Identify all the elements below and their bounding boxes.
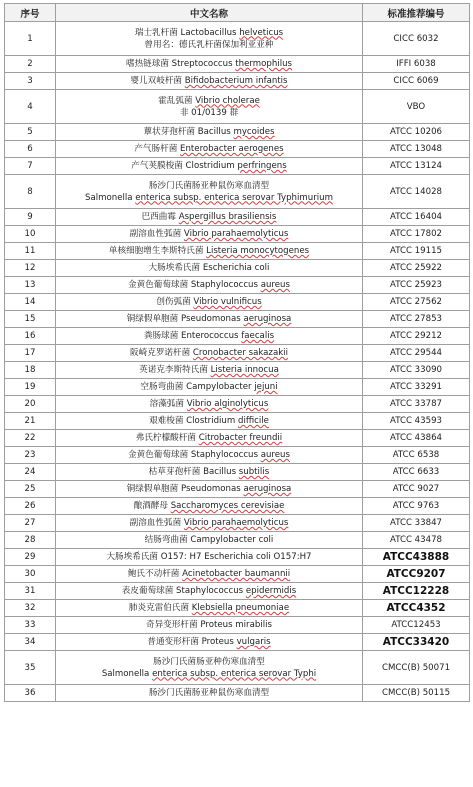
table-row: [5, 651, 470, 685]
strain-name-line: [58, 687, 360, 699]
table-row: [5, 141, 470, 158]
table-row: [5, 362, 470, 379]
table-row: [5, 583, 470, 600]
strain-name-cell: [56, 532, 363, 549]
latin-name-text: perfringens: [237, 161, 287, 171]
strain-name-line: [58, 619, 360, 631]
latin-name-text: Enterobacter aerogenes: [180, 144, 284, 154]
strain-name-cell: [56, 651, 363, 685]
latin-name-text: Acinetobacter baumannii: [182, 569, 291, 579]
table-row: [5, 226, 470, 243]
strain-name-cell: [56, 294, 363, 311]
strain-name-line: [58, 636, 360, 648]
latin-name-text: Vibrio parahaemolyticus: [183, 229, 289, 239]
strain-name-text: 非 01/0139 群: [179, 107, 239, 118]
latin-name-text: Listeria monocytogenes: [206, 246, 310, 256]
table-row: [5, 413, 470, 430]
strain-name-text: 结肠弯曲菌 Campylobacter coli: [144, 535, 274, 545]
row-index: 36: [5, 685, 56, 702]
table-row: [5, 617, 470, 634]
strain-name-text: 瑞士乳杆菌 Lactobacillus: [134, 27, 240, 38]
table-row: [5, 73, 470, 90]
strain-name-line: [58, 585, 360, 597]
row-index: 14: [5, 294, 56, 311]
strain-name-line: [58, 398, 360, 410]
strain-name-line: [58, 160, 360, 172]
standard-code: ATCC 29212: [363, 328, 470, 345]
row-index: 3: [5, 73, 56, 90]
strain-name-line: [58, 330, 360, 342]
strain-name-line: [58, 551, 360, 563]
row-index: 20: [5, 396, 56, 413]
table-row: [5, 532, 470, 549]
standard-code: ATCC 16404: [363, 209, 470, 226]
table-row: [5, 379, 470, 396]
strain-name-text: 铜绿假单胞菌 Pseudomonas: [126, 484, 244, 494]
latin-name-text: Vibrio alginolyticus: [186, 399, 269, 409]
strain-name-line: [58, 180, 360, 192]
strain-name-cell: [56, 464, 363, 481]
row-index: 27: [5, 515, 56, 532]
row-index: 26: [5, 498, 56, 515]
strain-name-cell: [56, 158, 363, 175]
row-index: 11: [5, 243, 56, 260]
strain-name-cell: [56, 549, 363, 566]
strain-name-line: [58, 466, 360, 478]
latin-name-text: Saccharomyces cerevisiae: [170, 501, 285, 511]
strain-name-cell: [56, 498, 363, 515]
strain-name-text: 弗氏柠檬酸杆菌: [135, 433, 199, 443]
strain-name-cell: [56, 243, 363, 260]
strain-name-cell: [56, 430, 363, 447]
strain-name-cell: [56, 413, 363, 430]
table-row: [5, 175, 470, 209]
strain-name-text: 副溶血性弧菌: [129, 518, 184, 528]
strain-name-line: [58, 313, 360, 325]
strain-name-cell: [56, 226, 363, 243]
strain-name-text: 蕈状芽孢杆菌 Bacillus: [143, 127, 234, 137]
latin-name-text: epidermidis: [245, 586, 297, 596]
strain-name-line: [58, 568, 360, 580]
strain-name-line: [58, 192, 360, 204]
row-index: 9: [5, 209, 56, 226]
row-index: 16: [5, 328, 56, 345]
strain-name-line: [58, 245, 360, 257]
standard-code: CICC 6069: [363, 73, 470, 90]
table-row: [5, 396, 470, 413]
table-row: [5, 430, 470, 447]
strain-name-line: [58, 279, 360, 291]
table-row: [5, 277, 470, 294]
strain-name-text: 嗜热链球菌 Streptococcus: [125, 59, 236, 69]
standard-code: IFFI 6038: [363, 56, 470, 73]
strain-name-text: 肠沙门氏菌肠亚种鼠伤寒血清型: [148, 180, 270, 191]
table-row: [5, 328, 470, 345]
latin-name-text: aureus: [260, 280, 290, 290]
table-row: [5, 634, 470, 651]
row-index: 22: [5, 430, 56, 447]
strain-name-cell: [56, 73, 363, 90]
strain-name-cell: [56, 566, 363, 583]
strain-name-text: 金黄色葡萄球菌 Staphylococcus: [128, 450, 261, 460]
row-index: 33: [5, 617, 56, 634]
row-index: 28: [5, 532, 56, 549]
strain-name-text: 溶藻弧菌: [149, 399, 187, 409]
strain-table-container: [4, 3, 469, 702]
strain-name-cell: [56, 141, 363, 158]
standard-code: ATCC 13048: [363, 141, 470, 158]
strain-name-line: [58, 228, 360, 240]
strain-name-text: 表皮葡萄球菌 Staphylococcus: [121, 586, 246, 596]
strain-name-line: [58, 500, 360, 512]
standard-code: ATCC 33847: [363, 515, 470, 532]
strain-name-cell: [56, 362, 363, 379]
table-row: [5, 311, 470, 328]
table-row: [5, 464, 470, 481]
strain-name-line: [58, 602, 360, 614]
standard-code: ATCC 14028: [363, 175, 470, 209]
table-header-row: [5, 4, 470, 22]
table-row: [5, 158, 470, 175]
latin-name-text: aeruginosa: [243, 484, 292, 494]
standard-code: ATCC 6538: [363, 447, 470, 464]
table-row: [5, 600, 470, 617]
strain-name-text: 产气荚膜梭菌 Clostridium: [131, 161, 238, 171]
standard-code: ATCC43888: [363, 549, 470, 566]
strain-name-text: 巴西曲霉: [141, 212, 179, 222]
latin-name-text: Aspergillus brasiliensis: [178, 212, 277, 222]
strain-name-line: [58, 143, 360, 155]
row-index: 10: [5, 226, 56, 243]
standard-code: ATCC12228: [363, 583, 470, 600]
latin-name-text: faecalis: [241, 331, 275, 341]
strain-name-cell: [56, 396, 363, 413]
strain-name-cell: [56, 328, 363, 345]
standard-code: ATCC 6633: [363, 464, 470, 481]
strain-name-text: 英诺克李斯特氏菌: [139, 365, 211, 375]
strain-name-text: 阪崎克罗诺杆菌: [130, 348, 193, 358]
row-index: 29: [5, 549, 56, 566]
strain-name-text: 鲍氏不动杆菌: [127, 569, 183, 579]
strain-name-line: [58, 381, 360, 393]
standard-code: ATCC 27562: [363, 294, 470, 311]
row-index: 4: [5, 90, 56, 124]
strain-name-line: [58, 27, 360, 39]
latin-name-text: Citrobacter freundii: [198, 433, 283, 443]
latin-name-text: mycoides: [233, 127, 275, 137]
strain-name-text: 肺炎克雷伯氏菌: [128, 603, 192, 613]
strain-name-text: 空肠弯曲菌 Campylobacter: [140, 382, 255, 392]
strain-name-cell: [56, 515, 363, 532]
strain-name-text: 艰难梭菌 Clostridium: [149, 416, 238, 426]
standard-code: ATCC 17802: [363, 226, 470, 243]
row-index: 1: [5, 22, 56, 56]
standard-code: CMCC(B) 50071: [363, 651, 470, 685]
strain-name-line: [58, 211, 360, 223]
strain-name-text: 大肠埃希氏菌 Escherichia coli: [148, 263, 270, 273]
standard-code: CMCC(B) 50115: [363, 685, 470, 702]
latin-name-text: enterica subsp. enterica serovar Typhi: [152, 668, 317, 679]
table-row: [5, 549, 470, 566]
row-index: 18: [5, 362, 56, 379]
table-row: [5, 260, 470, 277]
standard-code: ATCC33420: [363, 634, 470, 651]
standard-code: VBO: [363, 90, 470, 124]
standard-code: ATCC9207: [363, 566, 470, 583]
row-index: 25: [5, 481, 56, 498]
table-row: [5, 22, 470, 56]
strain-name-cell: [56, 379, 363, 396]
latin-name-text: aureus: [260, 450, 290, 460]
strain-name-cell: [56, 481, 363, 498]
strain-name-text: 肠沙门氏菌肠亚种鼠伤寒血清型: [148, 688, 270, 698]
strain-name-cell: [56, 685, 363, 702]
standard-code: ATCC 9763: [363, 498, 470, 515]
strain-name-text: 产气肠杆菌: [134, 144, 181, 154]
latin-name-text: Klebsiella pneumoniae: [191, 603, 290, 613]
standard-code: ATCC 13124: [363, 158, 470, 175]
header-chinese-name: 中文名称: [56, 4, 363, 22]
strain-name-text: 普通变形杆菌 Proteus: [147, 637, 237, 647]
strain-name-line: [58, 668, 360, 680]
row-index: 6: [5, 141, 56, 158]
standard-code: ATCC 43864: [363, 430, 470, 447]
standard-code: ATCC 25922: [363, 260, 470, 277]
strain-name-cell: [56, 90, 363, 124]
row-index: 12: [5, 260, 56, 277]
table-row: [5, 515, 470, 532]
strain-name-cell: [56, 617, 363, 634]
strain-name-text: 曾用名：德氏乳杆菌保加利亚亚种: [144, 39, 274, 50]
strain-name-text: 奇异变形杆菌 Proteus mirabilis: [146, 620, 272, 630]
strain-name-cell: [56, 56, 363, 73]
strain-name-text: Salmonella: [85, 192, 136, 203]
strain-name-line: [58, 364, 360, 376]
table-row: [5, 498, 470, 515]
table-row: [5, 56, 470, 73]
standard-code: ATCC 19115: [363, 243, 470, 260]
strain-name-line: [58, 126, 360, 138]
standard-code: ATCC 43478: [363, 532, 470, 549]
standard-code: ATCC 9027: [363, 481, 470, 498]
standard-code: ATCC 33291: [363, 379, 470, 396]
table-row: [5, 481, 470, 498]
strain-name-cell: [56, 345, 363, 362]
row-index: 15: [5, 311, 56, 328]
row-index: 34: [5, 634, 56, 651]
strain-name-text: 金黄色葡萄球菌 Staphylococcus: [128, 280, 261, 290]
header-standard-code: 标准推荐编号: [363, 4, 470, 22]
table-row: [5, 90, 470, 124]
latin-name-text: Vibrio cholerae: [195, 95, 260, 106]
standard-code: ATCC 25923: [363, 277, 470, 294]
table-row: [5, 447, 470, 464]
row-index: 31: [5, 583, 56, 600]
row-index: 30: [5, 566, 56, 583]
standard-code: CICC 6032: [363, 22, 470, 56]
strain-name-line: [58, 483, 360, 495]
table-row: [5, 345, 470, 362]
standard-code: ATCC 29544: [363, 345, 470, 362]
strain-name-line: [58, 296, 360, 308]
table-row: [5, 124, 470, 141]
strain-name-line: [58, 534, 360, 546]
strain-name-cell: [56, 22, 363, 56]
strain-name-text: 酿酒酵母: [133, 501, 171, 511]
strain-name-cell: [56, 209, 363, 226]
table-row: [5, 566, 470, 583]
strain-name-line: [58, 75, 360, 87]
table-row: [5, 209, 470, 226]
row-index: 13: [5, 277, 56, 294]
row-index: 5: [5, 124, 56, 141]
row-index: 21: [5, 413, 56, 430]
row-index: 2: [5, 56, 56, 73]
table-row: [5, 243, 470, 260]
strain-name-cell: [56, 447, 363, 464]
latin-name-text: Cronobacter sakazakii: [192, 348, 288, 358]
strain-name-text: 枯草芽孢杆菌 Bacillus: [148, 467, 239, 477]
standard-code: ATCC4352: [363, 600, 470, 617]
standard-code: ATCC 27853: [363, 311, 470, 328]
strain-name-line: [58, 656, 360, 668]
strain-name-line: [58, 58, 360, 70]
strain-name-cell: [56, 175, 363, 209]
strain-name-cell: [56, 583, 363, 600]
latin-name-text: difficile: [237, 416, 269, 426]
strain-name-text: 大肠埃希氏菌 O157: H7 Escherichia coli O157:H7: [106, 552, 312, 562]
latin-name-text: Vibrio vulnificus: [193, 297, 262, 307]
latin-name-text: enterica subsp. enterica serovar Typhimurium: [135, 192, 333, 203]
latin-name-text: subtilis: [238, 467, 270, 477]
strain-name-text: Salmonella: [101, 668, 153, 679]
standard-code: ATCC 10206: [363, 124, 470, 141]
row-index: 24: [5, 464, 56, 481]
strain-name-cell: [56, 260, 363, 277]
strain-name-text: 创伤弧菌: [156, 297, 194, 307]
strain-name-text: 粪肠球菌 Enterococcus: [143, 331, 242, 341]
latin-name-text: aeruginosa: [243, 314, 292, 324]
strain-name-text: 单核细胞增生李斯特氏菌: [108, 246, 207, 256]
latin-name-text: Listeria innocua: [210, 365, 279, 375]
standard-code: ATCC 43593: [363, 413, 470, 430]
strain-name-line: [58, 262, 360, 274]
latin-name-text: helveticus: [239, 27, 284, 38]
strain-name-cell: [56, 634, 363, 651]
strain-name-text: 肠沙门氏菌肠亚种伤寒血清型: [153, 656, 265, 667]
strain-name-line: [58, 449, 360, 461]
row-index: 8: [5, 175, 56, 209]
standard-code: ATCC 33787: [363, 396, 470, 413]
strain-name-line: [58, 39, 360, 51]
row-index: 17: [5, 345, 56, 362]
row-index: 19: [5, 379, 56, 396]
table-row: [5, 685, 470, 702]
row-index: 23: [5, 447, 56, 464]
row-index: 35: [5, 651, 56, 685]
strain-name-cell: [56, 277, 363, 294]
latin-name-text: Vibrio parahaemolyticus: [183, 518, 289, 528]
strain-name-line: [58, 347, 360, 359]
header-index: 序号: [5, 4, 56, 22]
strain-name-text: 婴儿双岐杆菌: [130, 76, 185, 86]
row-index: 7: [5, 158, 56, 175]
table-row: [5, 294, 470, 311]
strain-name-text: 霍乱弧菌: [158, 95, 196, 106]
row-index: 32: [5, 600, 56, 617]
latin-name-text: thermophilus: [235, 59, 293, 69]
strain-name-text: 副溶血性弧菌: [129, 229, 184, 239]
standard-code: ATCC 33090: [363, 362, 470, 379]
strain-table: [4, 3, 470, 702]
strain-name-line: [58, 432, 360, 444]
latin-name-text: vulgaris: [236, 637, 271, 647]
strain-name-line: [58, 107, 360, 119]
latin-name-text: Bifidobacterium infantis: [184, 76, 288, 86]
strain-name-line: [58, 517, 360, 529]
strain-name-cell: [56, 600, 363, 617]
strain-name-line: [58, 415, 360, 427]
strain-name-line: [58, 95, 360, 107]
strain-name-cell: [56, 311, 363, 328]
latin-name-text: jejuni: [254, 382, 278, 392]
strain-name-cell: [56, 124, 363, 141]
strain-name-text: 铜绿假单胞菌 Pseudomonas: [126, 314, 244, 324]
standard-code: ATCC12453: [363, 617, 470, 634]
